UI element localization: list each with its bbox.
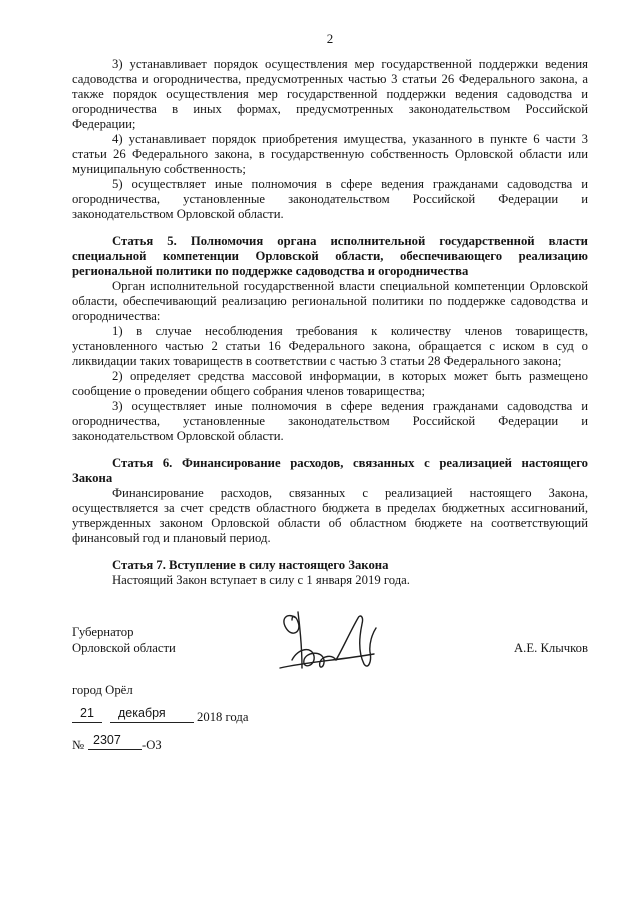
article-5-item-2: [72, 369, 588, 399]
heading-line: Статья 5. Полномочия органа исполнительной государственной власти: [112, 234, 588, 248]
heading-line: Статья 6. Финансирование расходов, связанных с реализацией настоящего: [112, 456, 588, 470]
text-line: также порядок осуществления мер государственной поддержки ведения садоводства и: [72, 87, 588, 101]
text-line: утвержденных законом Орловской области об областном бюджете на соответствующий: [72, 516, 588, 530]
intro-item-5: [72, 177, 588, 222]
text-line: области, обеспечивающий реализацию региональной политики по поддержке садоводства и: [72, 294, 588, 308]
intro-item-4: [72, 132, 588, 177]
law-number-prefix: №: [72, 738, 85, 752]
text-line: 4) устанавливает порядок приобретения имущества, указанного в пункте 6 части 3: [112, 132, 588, 146]
article-5-lead: [72, 279, 588, 324]
document-body: [72, 57, 588, 588]
text-line: осуществляется за счет средств областного бюджета в пределах бюджетных ассигнований,: [72, 501, 588, 515]
text-line: огородничества:: [72, 309, 161, 323]
text-line: статьи 26 Федерального закона, в государственную собственность Орловской области или: [72, 147, 588, 161]
text-line: 2) определяет средства массовой информации, в которых может быть размещено: [112, 369, 588, 383]
text-line: установленного частью 2 статьи 16 Федерального закона, обращается с иском в суд о: [72, 339, 588, 353]
signature-stroke: [284, 616, 299, 634]
date-year: 2018 года: [197, 710, 249, 724]
text-line: садоводства и огородничества, предусмотренных частью 3 статьи 26 Федерального закона, а: [72, 72, 588, 86]
heading-line: специальной компетенции Орловской области, обеспечивающего реализацию: [72, 249, 588, 263]
article-7-body: Настоящий Закон вступает в силу с 1 января 2019 года.: [112, 573, 410, 587]
law-number-suffix: -ОЗ: [142, 738, 162, 752]
signature-image: [262, 598, 387, 688]
text-line: 1) в случае несоблюдения требования к количеству членов товариществ,: [112, 324, 588, 338]
article-5-heading: [72, 234, 588, 279]
date-month-field: декабря: [110, 706, 194, 723]
text-line: сообщение о проведении общего собрания членов товарищества;: [72, 384, 425, 398]
text-line: ликвидации таких товариществ в соответствии с частью 3 статьи 28 Федерального закона;: [72, 354, 562, 368]
text-line: огородничества в иных формах, предусмотренных законодательством Российской: [72, 102, 588, 116]
page-number: 2: [326, 31, 334, 46]
article-5-item-3: [72, 399, 588, 444]
article-5-item-1: [72, 324, 588, 369]
date-day-field: 21: [72, 706, 102, 723]
signature-stroke: [298, 612, 302, 668]
text-line: муниципальную собственность;: [72, 162, 246, 176]
heading-line: региональной политики по поддержке садоводства и огородничества: [72, 264, 469, 278]
law-number-field: 2307: [88, 733, 142, 750]
article-7-heading: Статья 7. Вступление в силу настоящего Закона: [112, 558, 389, 572]
place-of-signing: город Орёл: [72, 683, 133, 697]
article-6: [72, 456, 588, 546]
text-line: законодательством Орловской области.: [72, 207, 284, 221]
text-line: законодательством Орловской области.: [72, 429, 284, 443]
article-5: [72, 234, 588, 444]
text-line: 3) устанавливает порядок осуществления мер государственной поддержки ведения: [112, 57, 588, 71]
text-line: Орган исполнительной государственной власти специальной компетенции Орловской: [112, 279, 588, 293]
text-line: финансовый год и плановый период.: [72, 531, 271, 545]
intro-item-3: [72, 57, 588, 132]
text-line: 5) осуществляет иные полномочия в сфере ведения гражданами садоводства и: [112, 177, 588, 191]
article-6-heading: [72, 456, 588, 486]
article-7: [72, 558, 588, 588]
text-line: огородничества, установленные законодательством Российской Федерации и: [72, 192, 588, 206]
heading-line: Закона: [72, 471, 113, 485]
text-line: огородничества, установленные законодательством Российской Федерации и: [72, 414, 588, 428]
governor-title-line-2: Орловской области: [72, 641, 176, 655]
governor-title-line-1: Губернатор: [72, 625, 134, 639]
article-6-body: [72, 486, 588, 546]
signatory-name: А.Е. Клычков: [514, 641, 588, 655]
text-line: Федерации;: [72, 117, 136, 131]
text-line: 3) осуществляет иные полномочия в сфере ведения гражданами садоводства и: [112, 399, 588, 413]
text-line: Финансирование расходов, связанных с реализацией настоящего Закона,: [112, 486, 588, 500]
